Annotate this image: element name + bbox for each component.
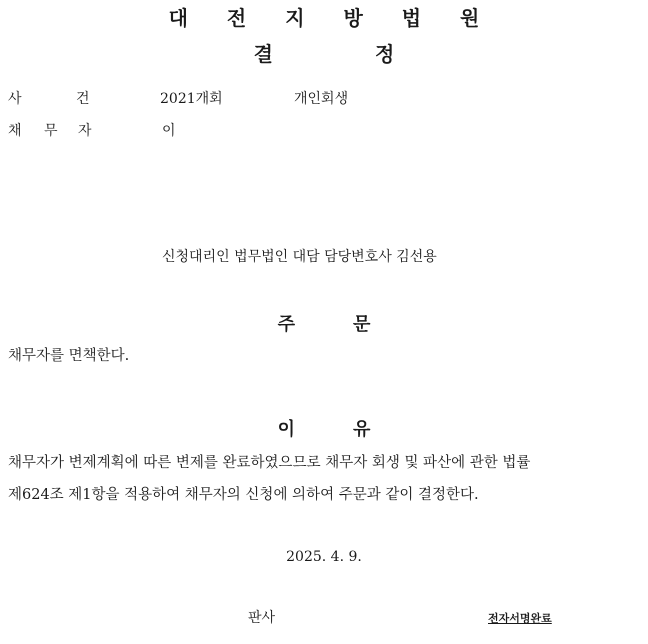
reason-heading: [0, 415, 648, 441]
debtor-label-char-1: 채: [8, 123, 22, 139]
reason-heading-left: 이: [277, 419, 295, 440]
judge-title: 판사: [248, 610, 276, 626]
case-name: 개인회생: [294, 91, 349, 107]
case-number: 2021개회: [160, 91, 223, 107]
court-name: 대 전 지 방 법 원: [168, 6, 496, 30]
document-title-right: 정: [375, 42, 395, 66]
reason-heading-right: 유: [353, 419, 371, 440]
order-heading-right: 문: [353, 314, 371, 335]
document-title-left: 결: [253, 42, 273, 66]
order-heading-left: 주: [277, 314, 295, 335]
legal-agent: 신청대리인 법무법인 대담 담당변호사 김선용: [162, 249, 437, 265]
order-heading: [0, 310, 648, 336]
reason-line-2: 제624조 제1항을 적용하여 채무자의 신청에 의하여 주문과 같이 결정한다.: [8, 487, 479, 503]
case-label: [8, 88, 90, 108]
decision-date: 2025. 4. 9.: [286, 549, 362, 565]
document-title: [0, 38, 648, 67]
debtor-label-char-2: 무: [44, 123, 58, 139]
case-label-char-2: 건: [76, 91, 90, 107]
reason-line-1: 채무자가 변제계획에 따른 변제를 완료하였으므로 채무자 회생 및 파산에 관한 법률: [8, 455, 531, 471]
order-text: 채무자를 면책한다.: [8, 348, 130, 364]
debtor-label-char-3: 자: [78, 123, 92, 139]
debtor-name: 이: [162, 123, 176, 139]
debtor-label: [8, 120, 92, 140]
case-label-char-1: 사: [8, 91, 22, 107]
electronic-signature: 전자서명완료: [488, 612, 552, 625]
